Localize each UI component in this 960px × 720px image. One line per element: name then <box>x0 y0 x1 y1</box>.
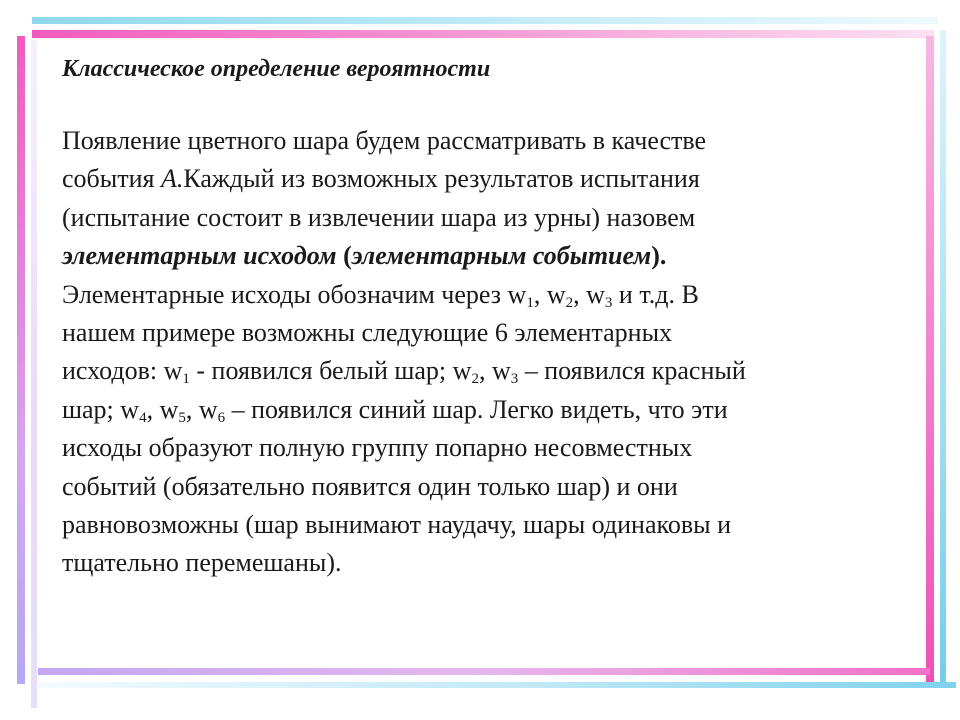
body-text: события <box>62 164 161 194</box>
body-line <box>62 237 912 275</box>
subscript: 3 <box>510 371 519 388</box>
subscript: 1 <box>182 371 190 388</box>
slide-body-text <box>62 122 912 583</box>
body-text: – появился красный <box>518 356 746 386</box>
body-line <box>62 352 912 390</box>
frame-bar-top-outer <box>32 17 938 24</box>
subscript: 1 <box>526 294 534 311</box>
body-line <box>62 276 912 314</box>
body-text: и т.д. В <box>612 279 699 309</box>
slide-title: Классическое определение вероятности <box>62 56 491 82</box>
body-text: , w <box>573 279 605 309</box>
frame-bar-top-inner <box>32 30 934 38</box>
body-line: нашем примере возможны следующие 6 элементарных <box>62 318 673 348</box>
body-line <box>62 160 912 198</box>
body-line <box>62 391 912 429</box>
frame-bar-right-outer <box>940 30 946 686</box>
term-elementary-outcome: элементарным исходом <box>62 241 337 271</box>
body-text: ). <box>651 241 667 271</box>
frame-bar-bottom-inner <box>38 668 930 675</box>
body-line: Появление цветного шара будем рассматривать в качестве <box>62 126 707 155</box>
body-text: шар; w <box>62 394 140 424</box>
body-line: событий (обязательно появится один только шар) и они <box>62 471 678 501</box>
subscript: 6 <box>217 409 226 426</box>
body-text: ( <box>336 241 352 271</box>
event-symbol-a: A. <box>160 164 184 194</box>
frame-bar-left-outer <box>17 36 25 684</box>
subscript: 2 <box>565 294 574 311</box>
body-line: тщательно перемешаны). <box>62 548 342 578</box>
body-text: , w <box>185 394 218 424</box>
body-text: Элементарные исходы обозначим через w <box>62 279 527 309</box>
subscript: 4 <box>139 409 147 426</box>
frame-bar-right-inner <box>926 36 934 684</box>
frame-bar-left-inner <box>31 40 37 708</box>
body-text: , w <box>146 394 179 424</box>
body-text: , w <box>533 279 566 309</box>
frame-bar-bottom-outer <box>38 682 956 688</box>
subscript: 3 <box>604 294 613 311</box>
body-text: - появился белый шар; w <box>189 356 472 386</box>
body-line: равновозможны (шар вынимают наудачу, шары одинаковы и <box>62 510 731 540</box>
subscript: 5 <box>178 409 186 426</box>
term-elementary-event: элементарным событием <box>351 241 652 271</box>
body-text: – появился синий шар. Легко видеть, что эти <box>225 394 728 424</box>
body-text: Каждый из возможных результатов испытания <box>183 164 700 194</box>
body-text: , w <box>478 356 511 386</box>
subscript: 2 <box>471 371 479 388</box>
body-line: исходы образуют полную группу попарно несовместных <box>62 433 693 463</box>
body-text: исходов: w <box>62 356 183 386</box>
body-line: (испытание состоит в извлечении шара из урны) назовем <box>62 202 696 232</box>
